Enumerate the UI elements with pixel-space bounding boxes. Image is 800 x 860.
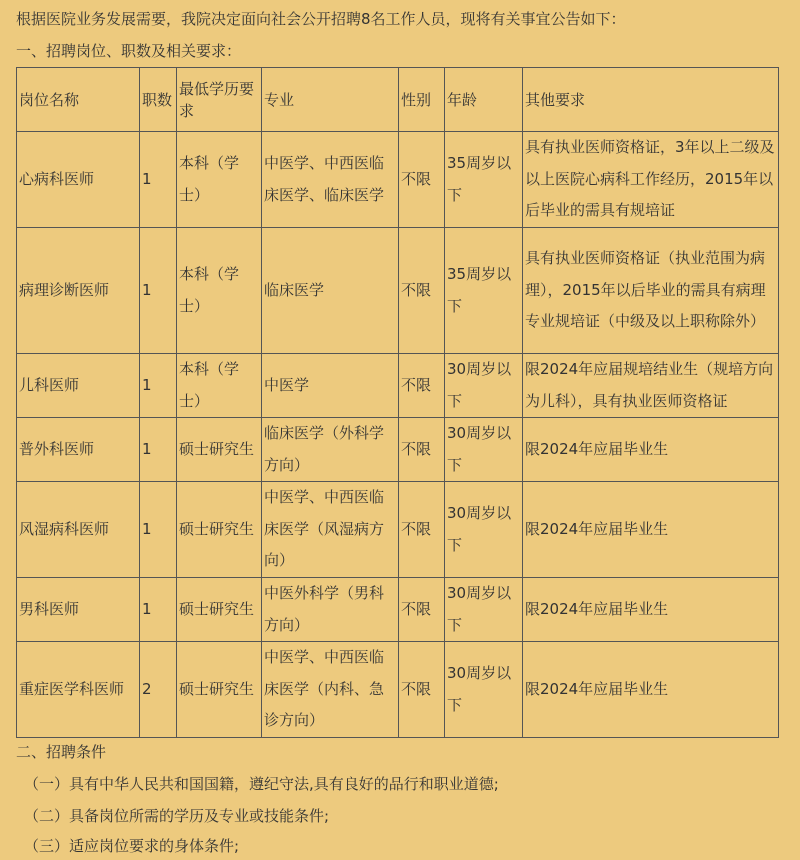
cell-count: 2 <box>140 642 177 738</box>
cell-age: 30周岁以下 <box>445 418 523 482</box>
cell-gender: 不限 <box>399 132 445 228</box>
cell-age: 30周岁以下 <box>445 578 523 642</box>
cell-count: 1 <box>140 132 177 228</box>
table-row <box>17 132 779 228</box>
header-gender: 性别 <box>399 68 445 132</box>
cell-other: 限2024年应届毕业生 <box>523 482 779 578</box>
cell-age: 30周岁以下 <box>445 482 523 578</box>
cell-major: 中医学、中西医临床医学（内科、急诊方向） <box>262 642 399 738</box>
section-1-title: 一、招聘岗位、职数及相关要求： <box>16 42 242 60</box>
table-row <box>17 228 779 354</box>
cell-count: 1 <box>140 418 177 482</box>
cell-education: 硕士研究生 <box>177 418 262 482</box>
cell-post-name: 病理诊断医师 <box>17 228 140 354</box>
cell-age: 30周岁以下 <box>445 642 523 738</box>
cell-education: 本科（学士） <box>177 228 262 354</box>
header-major: 专业 <box>262 68 399 132</box>
cell-other: 具有执业医师资格证，3年以上二级及以上医院心病科工作经历，2015年以后毕业的需具有规培证 <box>523 132 779 228</box>
header-other: 其他要求 <box>523 68 779 132</box>
table-row <box>17 578 779 642</box>
cell-count: 1 <box>140 482 177 578</box>
header-count: 职数 <box>140 68 177 132</box>
cell-gender: 不限 <box>399 354 445 418</box>
cell-education: 本科（学士） <box>177 354 262 418</box>
cell-post-name: 重症医学科医师 <box>17 642 140 738</box>
cell-other: 限2024年应届规培结业生（规培方向为儿科），具有执业医师资格证 <box>523 354 779 418</box>
cell-major: 中医学、中西医临床医学（风湿病方向） <box>262 482 399 578</box>
condition-item: （二）具备岗位所需的学历及专业或技能条件; <box>24 807 330 825</box>
cell-gender: 不限 <box>399 482 445 578</box>
cell-other: 限2024年应届毕业生 <box>523 418 779 482</box>
condition-item: （三）适应岗位要求的身体条件; <box>24 837 240 855</box>
header-education: 最低学历要求 <box>177 68 262 132</box>
cell-other: 限2024年应届毕业生 <box>523 578 779 642</box>
cell-post-name: 男科医师 <box>17 578 140 642</box>
intro-paragraph: 根据医院业务发展需要，我院决定面向社会公开招聘8名工作人员，现将有关事宜公告如下： <box>16 10 626 28</box>
cell-major: 临床医学 <box>262 228 399 354</box>
condition-item: （一）具有中华人民共和国国籍，遵纪守法,具有良好的品行和职业道德; <box>24 775 499 793</box>
table-row <box>17 354 779 418</box>
positions-table <box>16 67 779 738</box>
cell-post-name: 心病科医师 <box>17 132 140 228</box>
table-row <box>17 642 779 738</box>
cell-major: 临床医学（外科学方向） <box>262 418 399 482</box>
cell-post-name: 风湿病科医师 <box>17 482 140 578</box>
cell-major: 中医外科学（男科方向） <box>262 578 399 642</box>
header-post-name: 岗位名称 <box>17 68 140 132</box>
cell-gender: 不限 <box>399 228 445 354</box>
cell-count: 1 <box>140 578 177 642</box>
cell-education: 本科（学士） <box>177 132 262 228</box>
cell-age: 35周岁以下 <box>445 132 523 228</box>
cell-post-name: 普外科医师 <box>17 418 140 482</box>
cell-post-name: 儿科医师 <box>17 354 140 418</box>
header-age: 年龄 <box>445 68 523 132</box>
cell-major: 中医学、中西医临床医学、临床医学 <box>262 132 399 228</box>
cell-count: 1 <box>140 354 177 418</box>
cell-major: 中医学 <box>262 354 399 418</box>
cell-age: 30周岁以下 <box>445 354 523 418</box>
table-row <box>17 418 779 482</box>
cell-other: 具有执业医师资格证（执业范围为病理），2015年以后毕业的需具有病理专业规培证（中级及以上职称除外） <box>523 228 779 354</box>
cell-other: 限2024年应届毕业生 <box>523 642 779 738</box>
cell-gender: 不限 <box>399 418 445 482</box>
cell-gender: 不限 <box>399 642 445 738</box>
cell-education: 硕士研究生 <box>177 482 262 578</box>
cell-education: 硕士研究生 <box>177 578 262 642</box>
table-row <box>17 482 779 578</box>
cell-count: 1 <box>140 228 177 354</box>
cell-age: 35周岁以下 <box>445 228 523 354</box>
section-2-title: 二、招聘条件 <box>16 743 107 761</box>
table-header-row <box>17 68 779 132</box>
cell-gender: 不限 <box>399 578 445 642</box>
cell-education: 硕士研究生 <box>177 642 262 738</box>
